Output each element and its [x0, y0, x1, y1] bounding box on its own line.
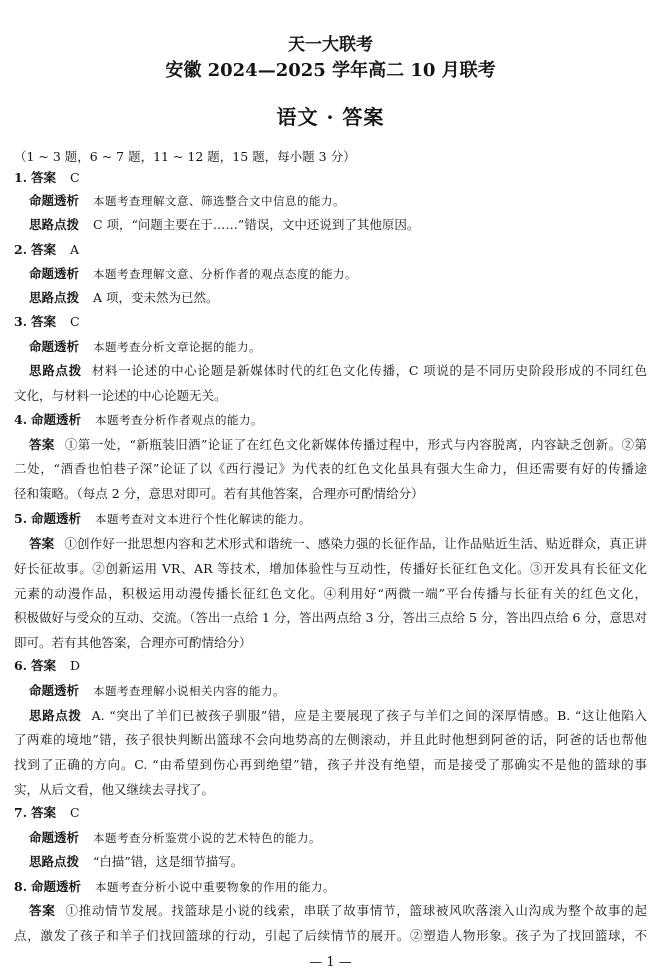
hint-label: 思路点拨	[29, 854, 80, 869]
q4-answer-line	[29, 436, 647, 454]
q7-intent-line	[29, 829, 647, 847]
q5-answer-text-1: ①创作好一批思想内容和艺术形式和谐统一、感染力强的长征作品，让作品贴近生活、贴近群众，真正讲	[64, 536, 647, 551]
q7-hint: “白描”错，这是细节描写。	[93, 854, 244, 869]
answer-label: 答案	[31, 314, 57, 329]
q7-answer: C	[70, 805, 80, 820]
q4-intent: 本题考查分析作者观点的能力。	[95, 413, 264, 427]
q6-hint-cont-2: 找到了正确的方向。C. “由希望到伤心再到绝望”错，孩子并没有绝望，而是接受了那确实不是他的篮球的事	[14, 757, 647, 772]
exam-org-title: 天一大联考	[288, 35, 373, 55]
q7-intent: 本题考查分析鉴赏小说的艺术特色的能力。	[93, 831, 321, 845]
q5-number: 5.	[14, 511, 28, 526]
q5-answer-cont-2: 元素的动漫作品，积极运用动漫传播长征红色文化。④利用好“两微一端”平台传播与长征有关的红色文化，	[14, 586, 647, 601]
intent-label: 命题透析	[29, 683, 80, 698]
answer-label: 答案	[29, 903, 56, 918]
q3-hint-line	[29, 362, 647, 380]
q6-answer-line	[14, 657, 647, 675]
q1-intent: 本题考查理解文意、筛选整合文中信息的能力。	[93, 194, 345, 208]
q5-answer-line	[29, 535, 647, 553]
intent-label: 命题透析	[29, 266, 80, 281]
q2-hint-line	[29, 289, 647, 307]
answer-label: 答案	[29, 536, 55, 551]
q6-hint-cont-1: 了两难的境地”错，孩子很快判断出篮球不会向地势高的左侧滚动，并且此时他想到阿爸的话，阿爸的话也帮他	[14, 732, 647, 747]
q5-answer-cont-3: 积极做好与受众的互动、交流。（答出一点给 1 分，答出两点给 3 分，答出三点给 5 分，答出四点给 6 分，意思对	[14, 610, 647, 625]
q4-intent-line	[14, 411, 647, 429]
q7-number: 7.	[14, 805, 28, 820]
q5-intent-line	[14, 510, 647, 528]
q6-hint-cont-3: 实，从后文看，他又继续去寻找了。	[14, 782, 215, 797]
q2-answer-line	[14, 241, 647, 259]
q8-answer-text-1: ①推动情节发展。找篮球是小说的线索，串联了故事情节，篮球被风吹落滚入山沟成为整个故事的起	[65, 903, 647, 918]
subject-title: 语文 · 答案	[276, 105, 385, 129]
q3-hint-cont: 文化，与材料一论述的中心论题无关。	[14, 388, 227, 403]
q2-hint: A 项，变未然为已然。	[93, 290, 219, 305]
q3-answer-line	[14, 313, 647, 331]
q2-number: 2.	[14, 242, 28, 257]
q3-number: 3.	[14, 314, 28, 329]
q7-hint-line	[29, 853, 647, 871]
answer-label: 答案	[31, 805, 57, 820]
q2-answer: A	[70, 242, 80, 257]
hint-label: 思路点拨	[29, 290, 80, 305]
intent-label: 命题透析	[29, 339, 80, 354]
answer-label: 答案	[31, 242, 57, 257]
intent-label: 命题透析	[31, 412, 82, 427]
q5-intent: 本题考查对文本进行个性化解读的能力。	[95, 512, 312, 526]
q4-answer-cont-2: 径和策略。（每点 2 分，意思对即可。若有其他答案，合理亦可酌情给分）	[14, 486, 424, 501]
hint-label: 思路点拨	[29, 217, 80, 232]
answer-label: 答案	[29, 437, 55, 452]
q1-answer-line	[14, 169, 647, 187]
q8-intent-line	[14, 878, 647, 896]
q3-hint-text-1: 材料一论述的中心论题是新媒体时代的红色文化传播，C 项说的是不同历史阶段形成的不同红色	[91, 363, 647, 378]
q8-intent: 本题考查分析小说中重要物象的作用的能力。	[95, 880, 336, 894]
q7-answer-line	[14, 804, 647, 822]
intent-label: 命题透析	[31, 511, 82, 526]
q6-hint-line	[29, 707, 647, 725]
q2-intent-line	[29, 265, 647, 283]
q6-number: 6.	[14, 658, 28, 673]
answer-label: 答案	[31, 170, 57, 185]
hint-label: 思路点拨	[29, 363, 82, 378]
q1-intent-line	[29, 192, 647, 210]
q5-answer-cont-4: 即可。若有其他答案，合理亦可酌情给分）	[14, 635, 252, 650]
q4-answer-cont-1: 二处，“酒香也怕巷子深”论证了以《西行漫记》为代表的红色文化虽具有强大生命力，但还需要有好的传播途	[14, 461, 647, 476]
q6-answer: D	[70, 658, 81, 673]
q1-number: 1.	[14, 170, 28, 185]
q1-answer: C	[70, 170, 80, 185]
intent-label: 命题透析	[29, 193, 80, 208]
q2-intent: 本题考查理解文意、分析作者的观点态度的能力。	[93, 267, 357, 281]
q3-intent-line	[29, 338, 647, 356]
intent-label: 命题透析	[31, 879, 82, 894]
q5-answer-cont-1: 好长征故事。②创新运用 VR、AR 等技术，增加体验性与互动性，传播好长征红色文化。③开发具有长征文化	[14, 561, 647, 576]
q8-number: 8.	[14, 879, 28, 894]
q4-answer-text-1: ①第一处，“新瓶装旧酒”论证了在红色文化新媒体传播过程中，形式与内容脱离，内容缺乏创新。②第	[64, 437, 647, 452]
exam-name-title: 安徽 2024—2025 学年高二 10 月联考	[165, 60, 496, 81]
q6-intent-line	[29, 682, 647, 700]
q6-intent: 本题考查理解小说相关内容的能力。	[93, 684, 285, 698]
scoring-note: （1 ~ 3 题，6 ~ 7 题，11 ~ 12 题，15 题，每小题 3 分）	[14, 149, 356, 164]
q1-hint: C 项，“问题主要在于……”错误，文中还说到了其他原因。	[93, 217, 420, 232]
q4-number: 4.	[14, 412, 28, 427]
hint-label: 思路点拨	[29, 708, 82, 723]
answer-label: 答案	[31, 658, 57, 673]
q8-answer-line	[29, 902, 647, 920]
intent-label: 命题透析	[29, 830, 80, 845]
page-number: — 1 —	[309, 955, 352, 970]
q3-answer: C	[70, 314, 80, 329]
q1-hint-line	[29, 216, 647, 234]
q3-intent: 本题考查分析文章论据的能力。	[93, 340, 261, 354]
q8-answer-cont-1: 点，激发了孩子和羊子们找回篮球的行动，引起了后续情节的展开。②塑造人物形象。孩子为了找回篮球，不	[14, 928, 647, 943]
q6-hint-text-1: A. “突出了羊们已被孩子驯服”错，应是主要展现了孩子与羊们之间的深厚情感。B. “这让他陷入	[91, 708, 647, 723]
